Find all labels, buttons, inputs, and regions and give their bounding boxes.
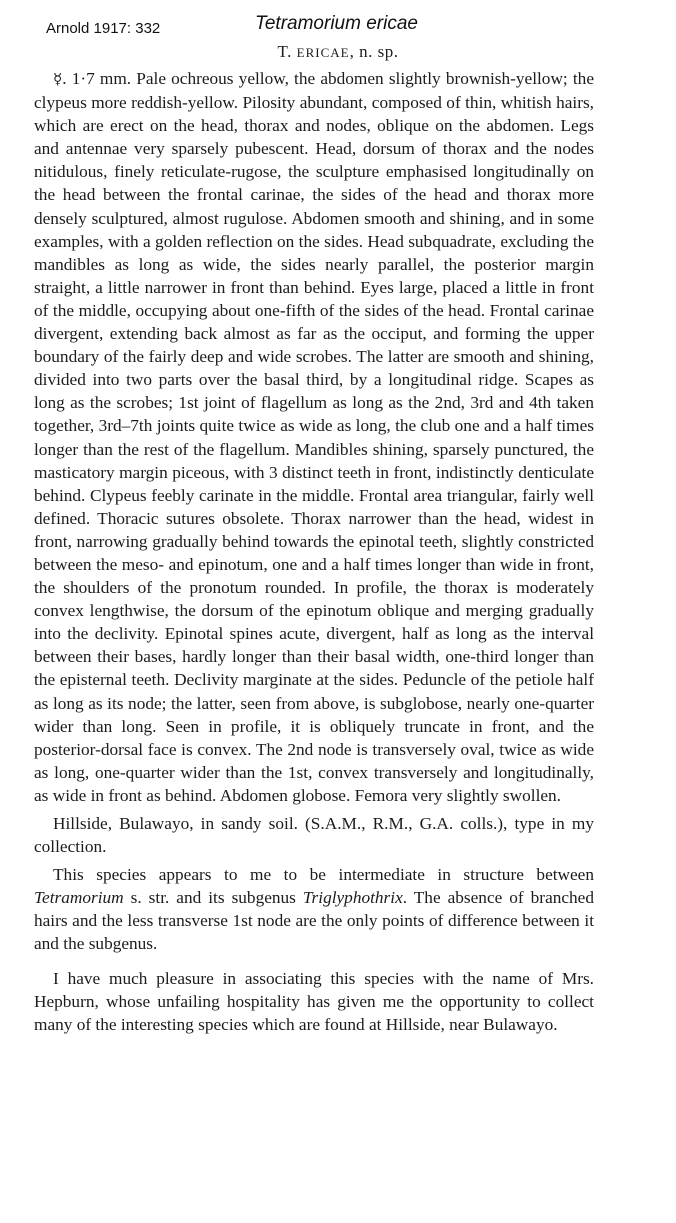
dedication-paragraph: I have much pleasure in associating this species with the name of Mrs. Hepburn, whose unfailing hospitality has given me the opportunity to collect many of the interesting species which are found at Hillside, near Bulawayo. xyxy=(34,968,594,1034)
heading-suffix: , n. sp. xyxy=(349,42,399,61)
body-text xyxy=(34,67,594,1036)
genus-name: Tetramorium xyxy=(34,888,124,908)
locality-paragraph: Hillside, Bulawayo, in sandy soil. (S.A.M., R.M., G.A. colls.), type in my collection. xyxy=(34,814,594,857)
remarks-intro: This species appears to me to be intermediate in structure between xyxy=(53,865,594,885)
subgenus-name: Triglyphothrix xyxy=(302,888,403,908)
worker-caste-symbol: ☿ xyxy=(53,70,63,88)
heading-species-name: ERICAE xyxy=(296,45,350,60)
description-text: . 1·7 mm. Pale ochreous yellow, the abdomen slightly brownish-yellow; the clypeus more reddish-yellow. Pilosity abundant, composed of thin, whitish hairs, which are erect on the head, thorax and nodes, oblique on the abdomen. Legs and antennae very sparsely pubescent. Head, dorsum of thorax and the nodes nitidulous, finely reticulate-rugose, the sculpture emphasised longitudinally on the head between the frontal carinae, the sides of the head and thorax more densely sculptured, almost rugulose. Abdomen smooth and shining, and in some examples, with a golden reflection on the sides. Head subquadrate, excluding the mandibles as long as wide, the sides nearly parallel, the posterior margin straight, a little narrower in front than behind. Eyes large, placed a little in front of the middle, occupying about one-fifth of the sides of the head. Frontal carinae divergent, extending back almost as far as the occiput, and forming the upper boundary of the fairly deep and wide scrobes. The latter are smooth and shining, divided into two parts over the basal third, by a longitudinal ridge. Scapes as long as the scrobes; 1st joint of flagellum as long as the 2nd, 3rd and 4th taken together, 3rd–7th joints quite twice as wide as long, the club one and a half times longer than the rest of the flagellum. Mandibles shining, sparsely punctured, the masticatory margin piceous, with 3 distinct teeth in front, indistinctly denticulate behind. Clypeus feebly carinate in the middle. Frontal area triangular, fairly well defined. Thoracic sutures obsolete. Thorax narrower than the head, widest in front, narrowing gradually behind towards the epinotal teeth, slightly constricted between the meso- and epinotum, one and a half times longer than wide in front, the shoulders of the pronotum rounded. In profile, the thorax is moderately convex lengthwise, the dorsum of the epinotum oblique and merging gradually into the declivity. Epinotal spines acute, divergent, half as long as the interval between their bases, hardly longer than their basal width, one-third longer than the episternal teeth. Declivity marginate at the sides. Peduncle of the petiole half as long as its node; the latter, seen from above, is subglobose, nearly one-quarter wider than long. Seen in profile, it is obliquely truncate in front, and the posterior-dorsal face is convex. The 2nd node is transversely oval, twice as wide as long, one-quarter wider than the 1st, convex transversely and longitudinally, as wide in front as behind. Abdomen globose. Femora very slightly swollen. xyxy=(34,69,594,805)
description-paragraph xyxy=(34,67,594,807)
species-title: Tetramorium ericae xyxy=(255,13,418,34)
heading-prefix: T. xyxy=(277,42,297,61)
citation: Arnold 1917: 332 xyxy=(46,20,161,37)
remarks-paragraph xyxy=(34,863,594,955)
species-heading xyxy=(0,42,676,62)
remarks-end: . The absence of branched hairs and the less transverse 1st node are the only points of difference between it and the subgenus. xyxy=(34,888,594,954)
remarks-mid: s. str. and its subgenus xyxy=(123,888,303,908)
